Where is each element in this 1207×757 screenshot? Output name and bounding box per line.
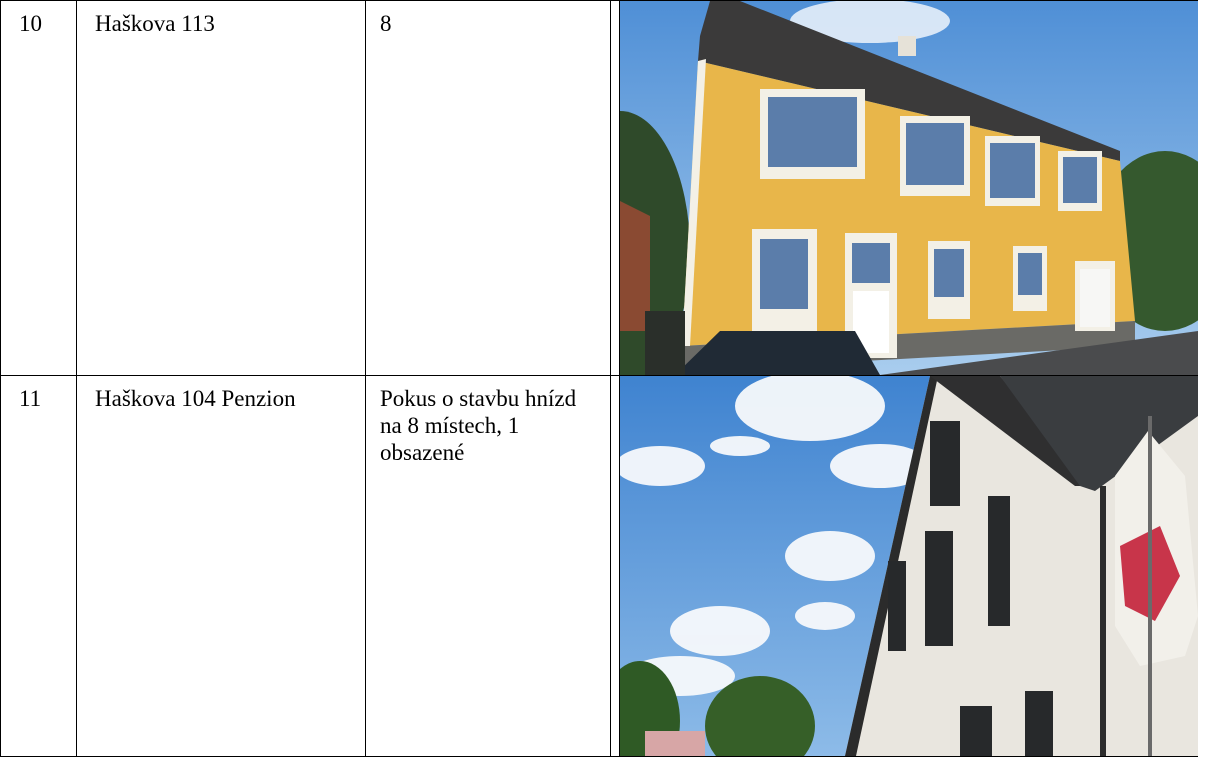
note-cell	[366, 1, 611, 376]
photo-cell	[620, 376, 1199, 757]
row-number: 11	[19, 386, 42, 411]
row-number-cell	[1, 376, 77, 757]
note-text: 8	[380, 11, 392, 36]
address-cell	[77, 376, 366, 757]
spacer-cell	[611, 1, 620, 376]
row-number: 10	[19, 11, 42, 36]
house-photo-white	[620, 376, 1198, 756]
table-row	[1, 376, 1199, 757]
row-number-cell	[1, 1, 77, 376]
house-photo-yellow	[620, 1, 1198, 375]
spacer-cell	[611, 376, 620, 757]
table-row	[1, 1, 1199, 376]
address-text: Haškova 104 Penzion	[95, 386, 296, 411]
note-cell	[366, 376, 611, 757]
address-text: Haškova 113	[95, 11, 215, 36]
photo-cell	[620, 1, 1199, 376]
address-cell	[77, 1, 366, 376]
note-text: Pokus o stavbu hnízd na 8 místech, 1 obsazené	[380, 386, 577, 465]
